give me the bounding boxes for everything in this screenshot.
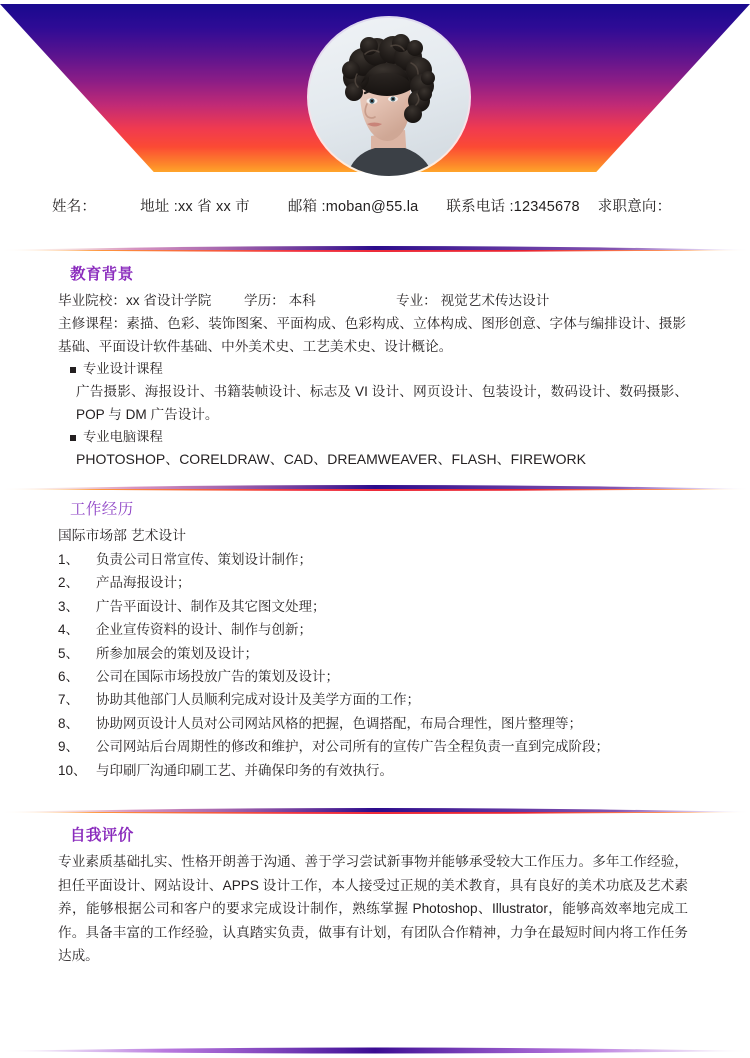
contact-name-label: 姓名： xyxy=(52,198,97,215)
contact-phone: 联系电话 :12345678 xyxy=(446,198,580,215)
header-banner xyxy=(0,0,750,178)
self-evaluation-title: 自我评价 xyxy=(70,827,134,844)
education-subsection-content-software: PHOTOSHOP、CORELDRAW、CAD、DREAMWEAVER、FLASH、FIREWORK xyxy=(76,451,587,467)
work-position: 国际市场部 艺术设计 xyxy=(58,528,187,543)
section-divider-work xyxy=(0,482,750,496)
list-item: 9、 公司网站后台周期性的修改和维护，对公司所有的宣传广告全程负责一直到完成阶段； xyxy=(58,739,609,755)
section-self-evaluation xyxy=(0,823,750,968)
list-item: 8、 协助网页设计人员对公司网站风格的把握，色调搭配，布局合理性，图片整理等； xyxy=(58,715,582,731)
work-title: 工作经历 xyxy=(70,501,134,518)
education-major: 专业： 视觉艺术传达设计 xyxy=(396,293,550,308)
education-title: 教育背景 xyxy=(70,266,134,283)
list-item: 3、 广告平面设计、制作及其它图文处理； xyxy=(58,598,326,614)
education-degree: 学历： 本科 xyxy=(244,293,316,308)
contact-objective-label: 求职意向： xyxy=(597,198,672,215)
section-education xyxy=(0,262,750,471)
education-subsection-heading-software: 专业电脑课程 xyxy=(70,426,750,448)
education-subsection-heading-design: 专业设计课程 xyxy=(70,358,750,380)
list-item: 4、 企业宣传资料的设计、制作与创新； xyxy=(58,622,312,638)
list-item: 5、 所参加展会的策划及设计； xyxy=(58,645,258,661)
section-divider-education xyxy=(0,243,750,257)
work-duty-list xyxy=(58,548,750,782)
contact-row xyxy=(0,190,750,220)
education-summary-line xyxy=(58,289,686,358)
education-degree-row xyxy=(58,289,686,312)
contact-address: 地址 :xx 省 xx 市 xyxy=(140,198,250,215)
list-item: 7、 协助其他部门人员顺利完成对设计及美学方面的工作； xyxy=(58,692,420,708)
section-divider-self-evaluation xyxy=(0,805,750,819)
footer-divider xyxy=(0,1044,750,1058)
contact-email: 邮箱 :moban@55.la xyxy=(287,198,419,215)
section-work-experience xyxy=(0,497,750,782)
list-item: 6、 公司在国际市场投放广告的策划及设计； xyxy=(58,669,339,685)
square-bullet-icon xyxy=(70,367,76,373)
self-evaluation-content: 专业素质基础扎实、性格开朗善于沟通、善于学习尝试新事物并能够承受较大工作压力。多年工作经验，担任平面设计、网站设计、APPS 设计工作，本人接受过正规的美术教育，具有良好的美术功底及艺术素养，能够根据公司和客户的要求完成设计制作，熟练掌握 Photoshop、Illustrator，能够高效率地完成工作。具备丰富的工作经验，认真踏实负责，做事有计划，有团队合作精神，力争在最短时间内将工作任务达成。 xyxy=(58,854,688,964)
portrait-photo-icon xyxy=(309,18,469,176)
square-bullet-icon xyxy=(70,435,76,441)
education-school: 毕业院校：xx 省设计学院 xyxy=(58,293,212,308)
education-subsection-content-design: 广告摄影、海报设计、书籍装帧设计、标志及 VI 设计、网页设计、包装设计，数码设计、数码摄影、POP 与 DM 广告设计。 xyxy=(76,384,688,422)
list-item: 10、 与印刷厂沟通印刷工艺、并确保印务的有效执行。 xyxy=(58,762,393,778)
list-item: 2、 产品海报设计； xyxy=(58,575,191,591)
avatar xyxy=(309,18,469,176)
education-courses: 主修课程：素描、色彩、装饰图案、平面构成、色彩构成、立体构成、图形创意、字体与编排设计、摄影基础、平面设计软件基础、中外美术史、工艺美术史、设计概论。 xyxy=(58,316,687,354)
list-item: 1、 负责公司日常宣传、策划设计制作； xyxy=(58,552,312,567)
